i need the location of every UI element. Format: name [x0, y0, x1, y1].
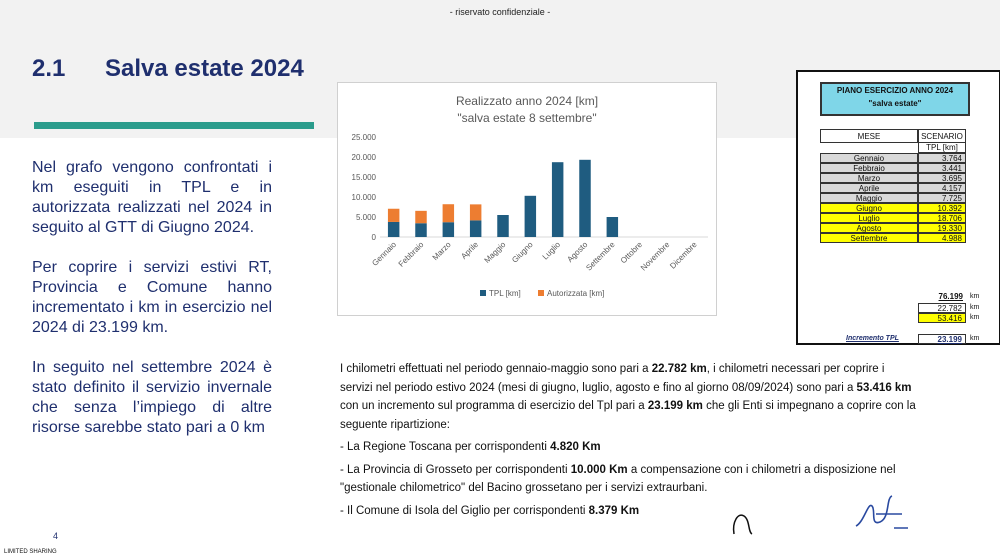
paragraph-2: Per coprire i servizi estivi RT, Provincia e Comune hanno incrementato i km in esercizio nel 2024 di 23.199 km. [32, 259, 272, 336]
plan-sum-yellow: 53.416 [918, 313, 966, 323]
intro-text: con un incremento sul programma di esercizio del Tpl pari a [340, 400, 648, 412]
plan-row-month: Giugno [820, 203, 918, 213]
bar-autorizzata [470, 204, 481, 220]
km-unit: km [970, 293, 980, 300]
page-number: 4 [53, 531, 59, 541]
increment-value: 23.199 [918, 334, 966, 344]
item-text: - Il Comune di Isola del Giglio per corrispondenti [340, 504, 589, 517]
item-km: 8.379 Km [588, 504, 640, 517]
bar-autorizzata [443, 204, 454, 222]
plan-row-value: 7.725 [918, 193, 966, 203]
plan-row-month: Luglio [820, 213, 918, 223]
plan-row-month: Maggio [820, 193, 918, 203]
x-tick-label: Dicembre [668, 240, 699, 271]
y-tick-label: 20.000 [351, 153, 376, 162]
km-unit: km [970, 314, 980, 321]
item-km: 4.820 Km [550, 441, 601, 453]
y-tick-label: 0 [371, 233, 376, 242]
x-tick-label: Febbraio [396, 240, 426, 269]
plan-row-value: 3.764 [918, 153, 966, 163]
item-text: a compensazione con i chilometri a disposizione nel "gestionale chilometrico" del Bacino grossetano per i servizi extraurbani. [340, 463, 896, 494]
section-title: Salva estate 2024 [105, 55, 304, 82]
plan-total: 76.199 [938, 292, 963, 301]
bar-tpl [552, 162, 563, 237]
plan-row-month: Gennaio [820, 153, 918, 163]
plan-row-value: 10.392 [918, 203, 966, 213]
plan-table [796, 70, 1000, 345]
y-tick-label: 25.000 [351, 133, 376, 142]
bar-tpl [388, 222, 399, 237]
km-increment: 23.199 km [647, 400, 703, 412]
legend-label: TPL [km] [489, 289, 521, 298]
intro-text: , i chilometri necessari per coprire i servizi nel periodo estivo 2024 (mesi di giugno, luglio, agosto e fino al giorno 08/09/2024) sono pari a [340, 363, 885, 394]
plan-row-value: 19.330 [918, 223, 966, 233]
x-tick-label: Marzo [430, 240, 453, 263]
body-text [32, 158, 272, 458]
chart-title: Realizzato anno 2024 [km] [455, 94, 599, 108]
allocation-item-regione [340, 438, 920, 457]
bar-tpl [607, 217, 618, 237]
x-tick-label: Aprile [459, 240, 481, 261]
item-km: 10.000 Km [570, 463, 628, 476]
item-text: - La Regione Toscana per corrispondenti [340, 441, 551, 453]
legend-swatch [480, 290, 486, 296]
bar-tpl [579, 160, 590, 237]
col-header-scenario: SCENARIO [918, 129, 966, 143]
intro-text: I chilometri effettuati nel periodo gennaio-maggio sono pari a [340, 363, 652, 375]
bar-autorizzata [415, 211, 426, 223]
plan-row-month: Marzo [820, 173, 918, 183]
x-tick-label: Gennaio [370, 240, 399, 268]
increment-label: Incremento TPL [846, 335, 899, 342]
plan-row-value: 3.441 [918, 163, 966, 173]
section-number: 2.1 [32, 55, 66, 82]
legend-label: Autorizzata [km] [547, 289, 605, 298]
allocation-item-provincia [340, 461, 920, 498]
plan-sum-gray: 22.782 [918, 303, 966, 313]
paragraph-1: Nel grafo vengono confrontati i km eseguiti in TPL e in autorizzata realizzati nel 2024 in seguito al GTT di Giugno 2024. [32, 159, 272, 236]
allocation-item-comune [340, 502, 920, 521]
item-text: - La Provincia di Grosseto per corrispondenti [340, 463, 571, 476]
y-tick-label: 10.000 [351, 193, 376, 202]
y-tick-label: 5.000 [355, 213, 376, 222]
unit-header: TPL [km] [918, 143, 966, 153]
x-tick-label: Luglio [540, 240, 563, 262]
km-gen-mag: 22.782 km [651, 363, 707, 375]
y-tick-label: 15.000 [351, 173, 376, 182]
x-tick-label: Giugno [510, 240, 535, 265]
x-tick-label: Agosto [565, 240, 590, 265]
plan-row-month: Agosto [820, 223, 918, 233]
plan-subtitle: "salva estate" [868, 99, 922, 108]
plan-row-value: 4.988 [918, 233, 966, 243]
signature-mark [850, 492, 910, 532]
x-tick-label: Ottobre [618, 240, 645, 266]
confidential-label: - riservato confidenziale - [449, 7, 551, 17]
intro-text: che gli Enti si impegnano a coprire con la seguente ripartizione: [340, 400, 916, 431]
plan-row-value: 4.157 [918, 183, 966, 193]
signature-mark [728, 508, 758, 536]
bar-chart [337, 82, 717, 316]
accent-divider [34, 122, 314, 129]
bar-tpl [415, 223, 426, 237]
col-header-month: MESE [820, 129, 918, 143]
x-tick-label: Novembre [638, 240, 672, 273]
plan-title-box [820, 82, 970, 116]
allocation-text [340, 360, 920, 520]
bar-tpl [443, 222, 454, 237]
sharing-label: LIMITED SHARING [4, 549, 57, 555]
plan-row-month: Febbraio [820, 163, 918, 173]
km-unit: km [970, 335, 980, 342]
chart-subtitle: "salva estate 8 settembre" [457, 111, 597, 125]
km-unit: km [970, 304, 980, 311]
x-tick-label: Settembre [584, 240, 617, 273]
bar-tpl [470, 220, 481, 237]
km-estate: 53.416 km [856, 381, 912, 394]
bar-tpl [525, 196, 536, 237]
x-tick-label: Maggio [482, 240, 508, 265]
plan-row-month: Aprile [820, 183, 918, 193]
bar-autorizzata [388, 209, 399, 222]
chart-canvas [338, 83, 716, 315]
paragraph-3: In seguito nel settembre 2024 è stato definito il servizio invernale che senza l’impiego di altre risorse sarebbe stato pari a 0 km [32, 359, 272, 436]
plan-row-value: 3.695 [918, 173, 966, 183]
plan-row-month: Settembre [820, 233, 918, 243]
bar-tpl [497, 215, 508, 237]
plan-title: PIANO ESERCIZIO ANNO 2024 [836, 86, 954, 95]
legend-swatch [538, 290, 544, 296]
plan-row-value: 18.706 [918, 213, 966, 223]
intro-paragraph [340, 360, 920, 434]
